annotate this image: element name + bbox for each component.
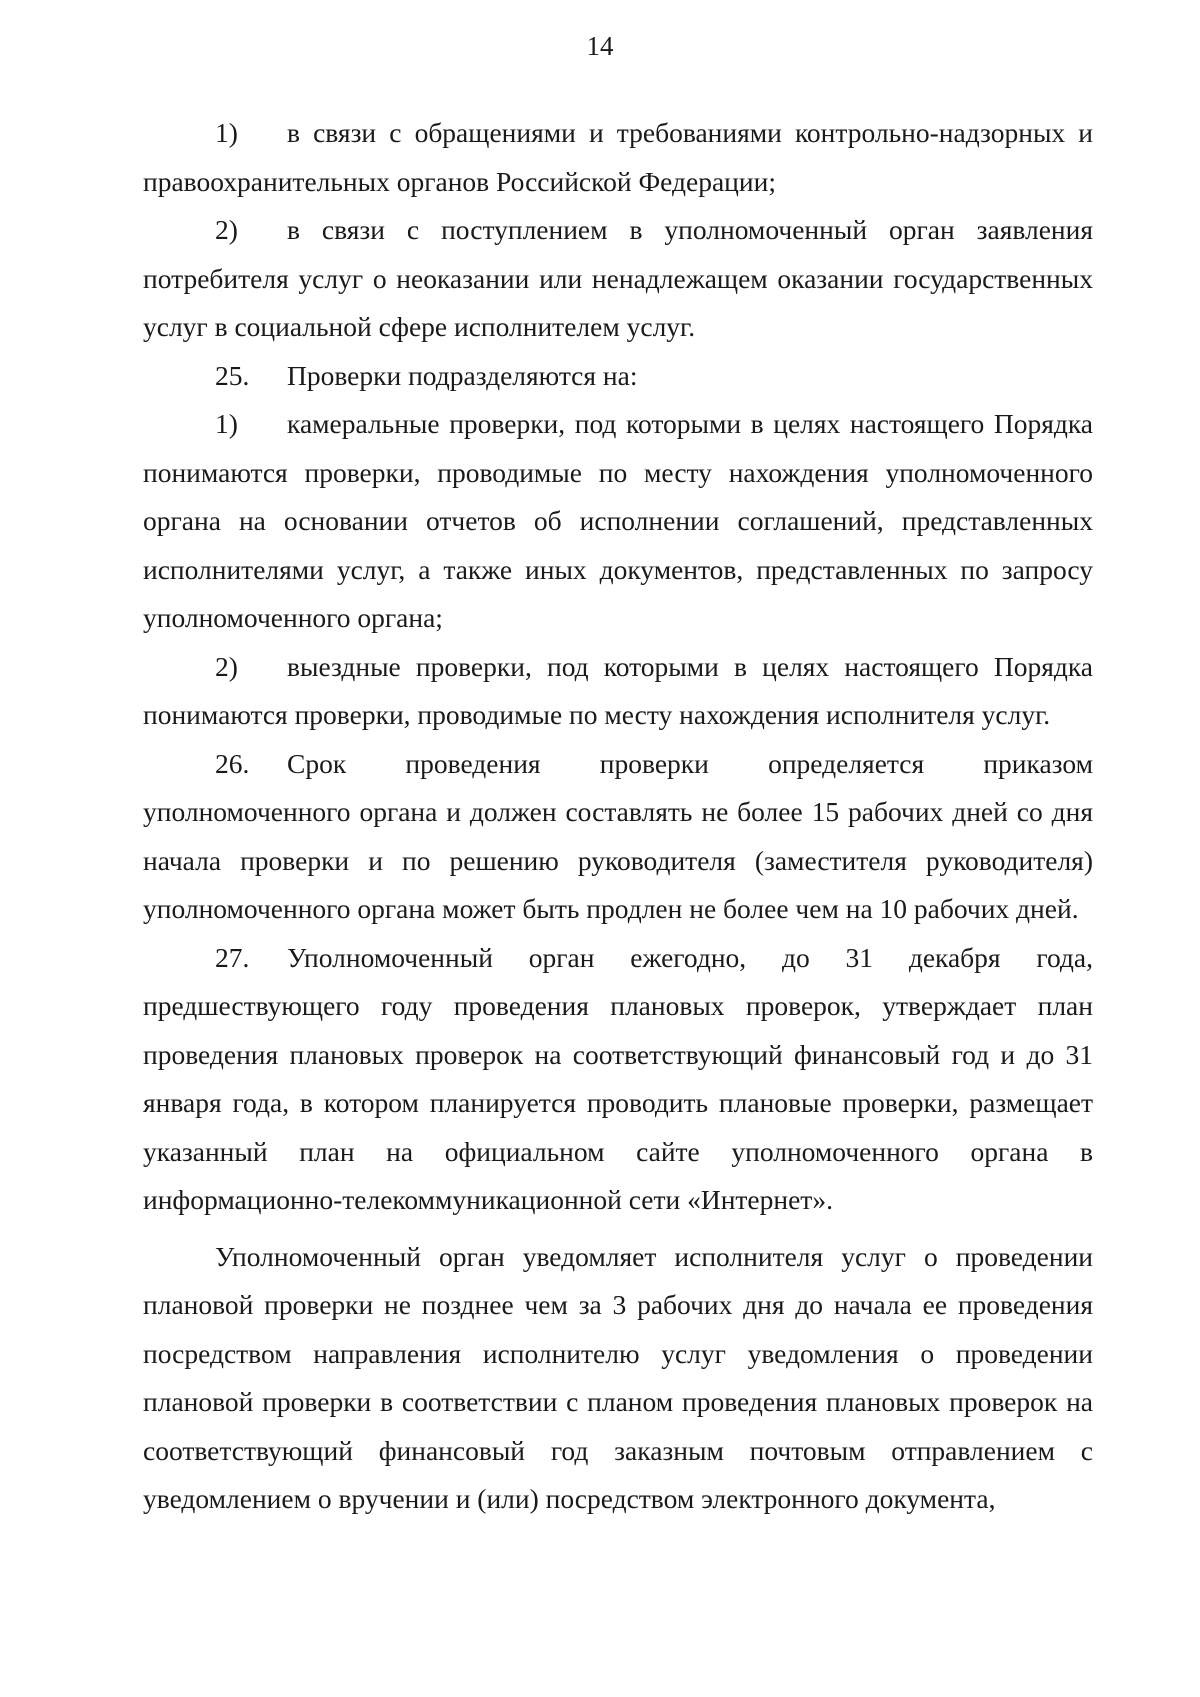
paragraph-number: 1)	[215, 117, 238, 148]
paragraph-text: Уполномоченный орган уведомляет исполнителя услуг о проведении плановой проверки не позднее чем за 3 рабочих дня до начала ее проведения посредством направления исполнителю услуг уведомления о проведении плановой проверки в соответствии с планом проведения плановых проверок на соответствующий финансовый год заказным почтовым отправлением с уведомлением о вручении и (или) посредством электронного документа,	[143, 1240, 1093, 1514]
paragraph-text: Срок проведения проверки определяется приказом уполномоченного органа и должен составлять не более 15 рабочих дней со дня начала проверки и по решению руководителя (заместителя руководителя) уполномоченного органа может быть продлен не более чем на 10 рабочих дней.	[143, 747, 1093, 924]
paragraph-number: 2)	[215, 214, 238, 245]
paragraph-text: в связи с поступлением в уполномоченный орган заявления потребителя услуг о неоказании или ненадлежащем оказании государственных услуг в социальной сфере исполнителем услуг.	[143, 214, 1093, 342]
paragraph-number: 1)	[215, 408, 238, 439]
paragraph-25-item-2	[143, 643, 1093, 740]
paragraph-25-item-1	[143, 400, 1093, 643]
paragraph-text: выездные проверки, под которыми в целях настоящего Порядка понимаются проверки, проводимые по месту нахождения исполнителя услуг.	[143, 650, 1093, 730]
paragraph-text: Уполномоченный орган ежегодно, до 31 декабря года, предшествующего году проведения плановых проверок, утверждает план проведения плановых проверок на соответствующий финансовый год и до 31 января года, в котором планируется проводить плановые проверки, размещает указанный план на официальном сайте уполномоченного органа в информационно-телекоммуникационной сети «Интернет».	[143, 941, 1093, 1215]
paragraph-text: Проверки подразделяются на:	[287, 359, 638, 391]
paragraph-27	[143, 934, 1093, 1225]
paragraph-item-2	[143, 206, 1093, 352]
page-number: 14	[586, 31, 614, 61]
paragraph-number: 26.	[215, 747, 250, 779]
paragraph-number: 2)	[215, 650, 238, 682]
paragraph-25	[143, 352, 1093, 401]
paragraph-text: камеральные проверки, под которыми в целях настоящего Порядка понимаются проверки, проводимые по месту нахождения уполномоченного органа на основании отчетов об исполнении соглашений, представленных исполнителями услуг, а также иных документов, представленных по запросу уполномоченного органа;	[143, 408, 1093, 633]
paragraph-number: 25.	[215, 359, 250, 391]
paragraph-26	[143, 740, 1093, 934]
paragraph-text: в связи с обращениями и требованиями контрольно-надзорных и правоохранительных органов Российской Федерации;	[143, 117, 1093, 197]
paragraph-27-continuation	[143, 1233, 1093, 1524]
paragraph-number: 27.	[215, 941, 250, 973]
document-body	[143, 109, 1093, 1524]
paragraph-item-1	[143, 109, 1093, 206]
